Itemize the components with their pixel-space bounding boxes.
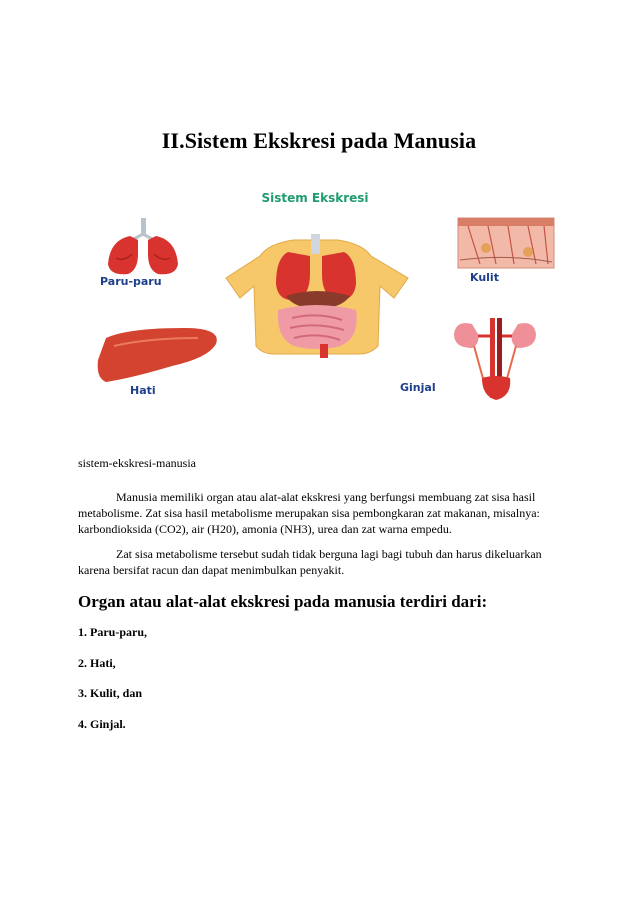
- paragraph: Manusia memiliki organ atau alat-alat ekskresi yang berfungsi membuang zat sisa hasil metabolisme. Zat sisa hasil metabolisme merupakan sisa pembongkaran zat makanan, misalnya: karbondioksida (CO2), air (H20), amonia (NH3), urea dan zat warna empedu.: [78, 490, 540, 536]
- section-heading: Organ atau alat-alat ekskresi pada manusia terdiri dari:: [78, 592, 488, 611]
- label-skin: Kulit: [470, 271, 499, 284]
- label-liver: Hati: [130, 384, 156, 397]
- figure-caption: sistem-ekskresi-manusia: [78, 456, 196, 470]
- list-item: 4. Ginjal.: [78, 716, 126, 731]
- excretory-system-figure: [88, 178, 564, 408]
- list-item: 3. Kulit, dan: [78, 686, 143, 700]
- figure-header: Sistem Ekskresi: [261, 191, 369, 205]
- label-kidney: Ginjal: [400, 381, 436, 394]
- page-title: II.Sistem Ekskresi pada Manusia: [161, 128, 477, 153]
- paragraph: Zat sisa metabolisme tersebut sudah tidak berguna lagi bagi tubuh dan harus dikeluarkan karena bersifat racun dan dapat menimbulkan penyakit.: [78, 547, 542, 577]
- liver-illustration: [98, 328, 217, 382]
- lungs-illustration: [108, 218, 178, 274]
- label-lungs: Paru-paru: [100, 275, 162, 288]
- organ-list: [78, 625, 147, 747]
- list-item: 2. Hati,: [78, 655, 116, 670]
- list-item: 1. Paru-paru,: [78, 625, 147, 639]
- skin-illustration: [458, 218, 554, 268]
- kidney-illustration: [454, 318, 536, 400]
- torso-illustration: [226, 234, 408, 358]
